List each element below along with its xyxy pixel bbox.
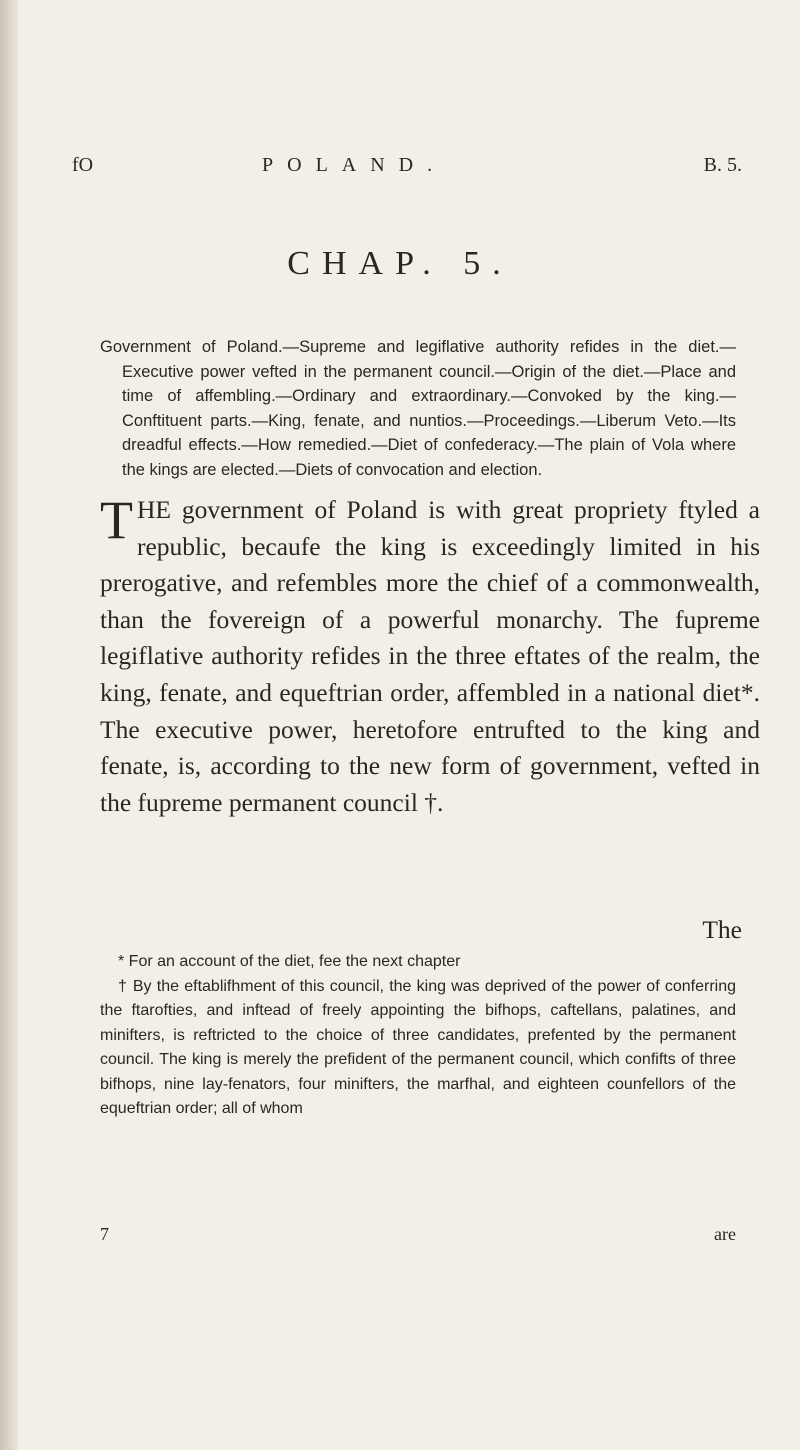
signature-mark: B. 5. bbox=[703, 154, 742, 176]
signature-number: 7 bbox=[100, 1224, 109, 1244]
running-header bbox=[72, 154, 742, 186]
footnotes bbox=[100, 950, 736, 1122]
page-footer bbox=[100, 1224, 736, 1250]
body-text: HE government of Poland is with great propriety ftyled a republic, becaufe the king is exceedingly limited in his prerogative, and refembles more the chief of a commonwealth, than the fovereign of a powerful monarchy. The fupreme legiflative authority refides in the three eftates of the realm, the king, fenate, and equeftrian order, affembled in a national diet*. The executive power, heretofore entrufted to the king and fenate, is, according to the new form of government, vefted in the fupreme permanent council †. bbox=[100, 495, 760, 817]
page-binding-edge bbox=[0, 0, 18, 1450]
footnote-2: † By the eftablifhment of this council, the king was deprived of the power of conferring the ftarofties, and inftead of freely appointing the bifhops, caftellans, palatines, and minifters, is reftricted to the choice of three candidates, prefented by the permanent council. The king is merely the prefident of the permanent council, which confifts of three bifhops, nine lay-fenators, four minifters, the marfhal, and eighteen counfellors of the equeftrian order; all of whom bbox=[100, 977, 736, 1117]
drop-cap: T bbox=[100, 490, 133, 550]
footnote-1: * For an account of the diet, fee the next chapter bbox=[118, 953, 461, 970]
footer-catchword: are bbox=[714, 1224, 736, 1244]
chapter-summary: Government of Poland.—Supreme and legiflative authority refides in the diet.—Executive power vefted in the permanent council.—Origin of the diet.—Place and time of affembling.—Ordinary and extraordinary.—Convoked by the king.—Conftituent parts.—King, fenate, and nuntios.—Proceedings.—Liberum Veto.—Its dreadful effects.—How remedied.—Diet of confederacy.—The plain of Vola where the kings are elected.—Diets of convocation and election. bbox=[100, 338, 736, 479]
body-paragraph bbox=[100, 492, 760, 821]
page-number: fO bbox=[72, 154, 94, 176]
running-title: POLAND. bbox=[262, 154, 447, 176]
chapter-title: CHAP. 5. bbox=[287, 245, 513, 282]
catchword: The bbox=[702, 915, 742, 944]
